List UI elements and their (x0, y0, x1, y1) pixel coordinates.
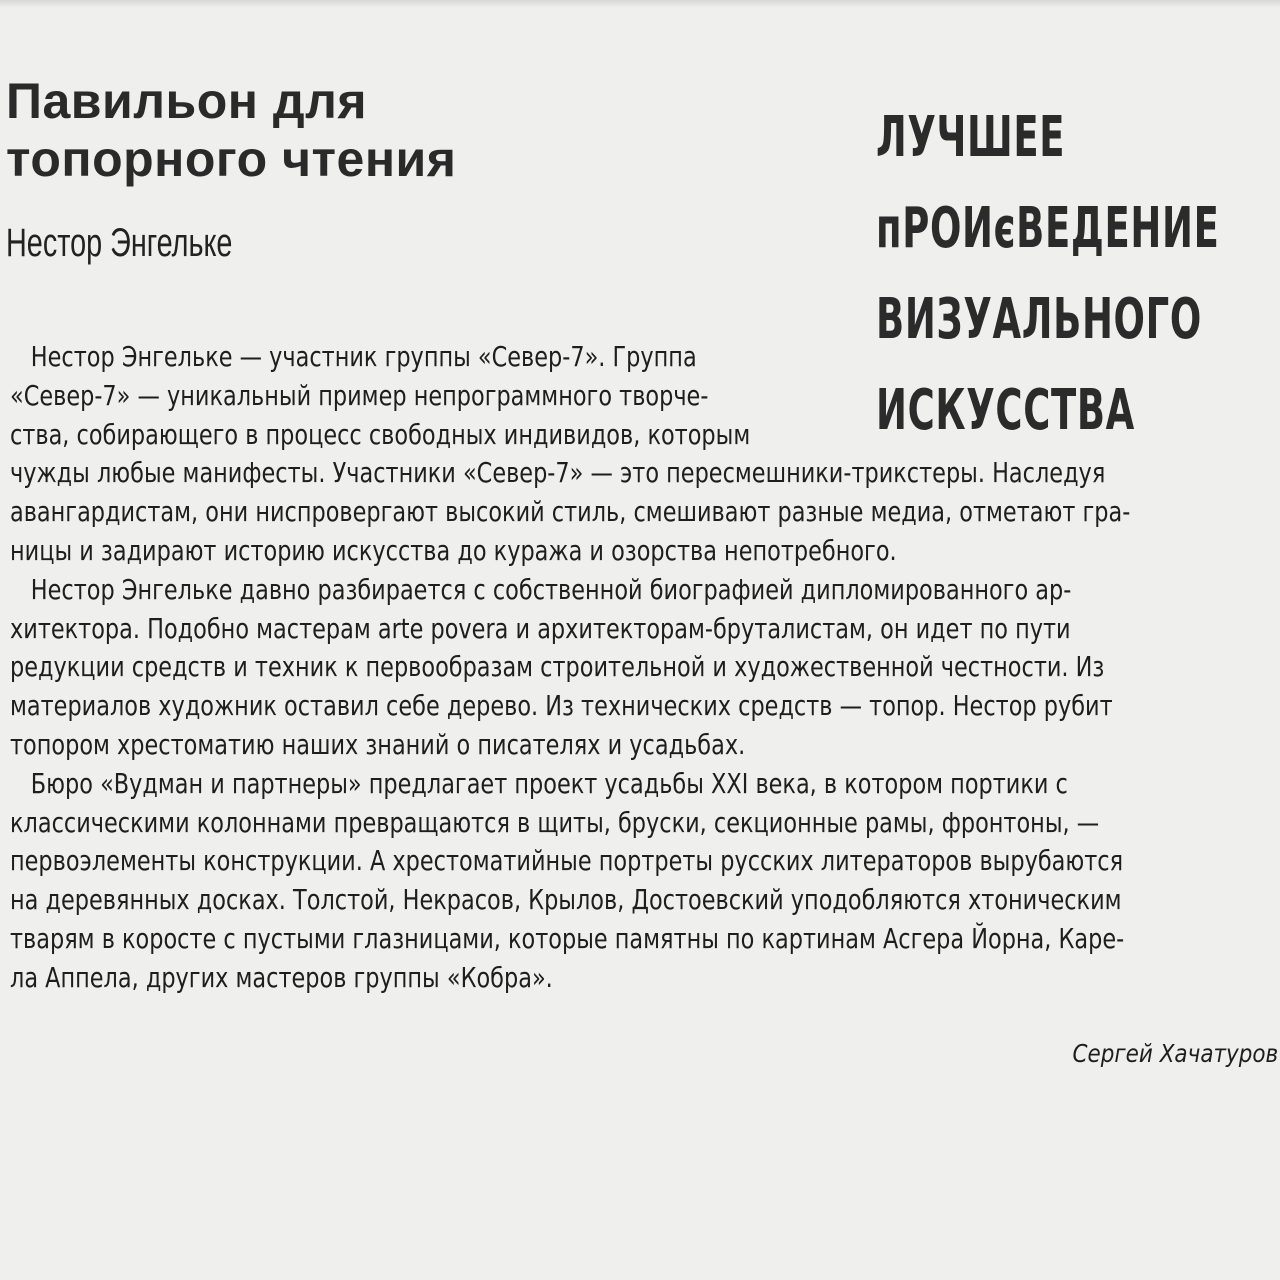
body-line: Нестор Энгельке — участник группы «Север-7». Группа (30, 340, 697, 373)
body-line: ства, собирающего в процесс свободных индивидов, которым (10, 417, 751, 451)
award-line-3: ВИЗУАЛЬНОГО (876, 287, 1202, 352)
body-line: тварям в коросте с пустыми глазницами, которые памятны по картинам Асгера Йорна, Каре- (10, 921, 1125, 955)
award-line-1: ЛУЧШЕЕ (876, 105, 1066, 170)
body-line: первоэлементы конструкции. А хрестоматийные портреты русских литераторов вырубаются (10, 844, 1124, 878)
body-line: «Север-7» — уникальный пример непрограммного творче- (10, 378, 709, 412)
body-line: материалов художник оставил себе дерево. Из технических средств — топор. Нестор рубит (10, 689, 1113, 723)
artist-name: Нестор Энгельке (6, 221, 233, 265)
body-line: ницы и задирают историю искусства до куража и озорства непотребного. (10, 533, 897, 567)
article-body (10, 338, 1130, 998)
body-line: чужды любые манифесты. Участники «Север-7» — это пересмешники-трикстеры. Наследуя (10, 456, 1106, 490)
page-top-edge (0, 0, 1280, 8)
body-line: Бюро «Вудман и партнеры» предлагает проект усадьбы XXI века, в котором портики с (30, 766, 1068, 800)
body-line: авангардистам, они ниспровергают высокий стиль, смешивают разные медиа, отметают гра- (10, 495, 1131, 529)
body-line: редукции средств и техник к первообразам строительной и художественной честности. Из (10, 650, 1105, 684)
body-line: топором хрестоматию наших знаний о писателях и усадьбах. (10, 727, 746, 761)
title-line-2: топорного чтения (6, 131, 457, 187)
award-line-4: ИСКУССТВА (876, 378, 1135, 443)
award-line-2: пРОИєВЕДЕНИЕ (876, 196, 1220, 261)
body-line: ла Аппела, других мастеров группы «Кобра». (10, 960, 553, 994)
article-title (6, 72, 456, 188)
body-line: хитектора. Подобно мастерам arte povera и архитекторам-бруталистам, он идет по пути (10, 611, 1071, 645)
body-line: классическими колоннами превращаются в щиты, бруски, секционные рамы, фронтоны, — (10, 805, 1100, 839)
title-line-1: Павильон для (6, 73, 368, 129)
body-line: Нестор Энгельке давно разбирается с собственной биографией дипломированного ар- (30, 572, 1072, 606)
body-line: на деревянных досках. Толстой, Некрасов, Крылов, Достоевский уподобляются хтоническим (10, 883, 1122, 917)
article-signature: Сергей Хачатуров (1072, 1039, 1278, 1068)
